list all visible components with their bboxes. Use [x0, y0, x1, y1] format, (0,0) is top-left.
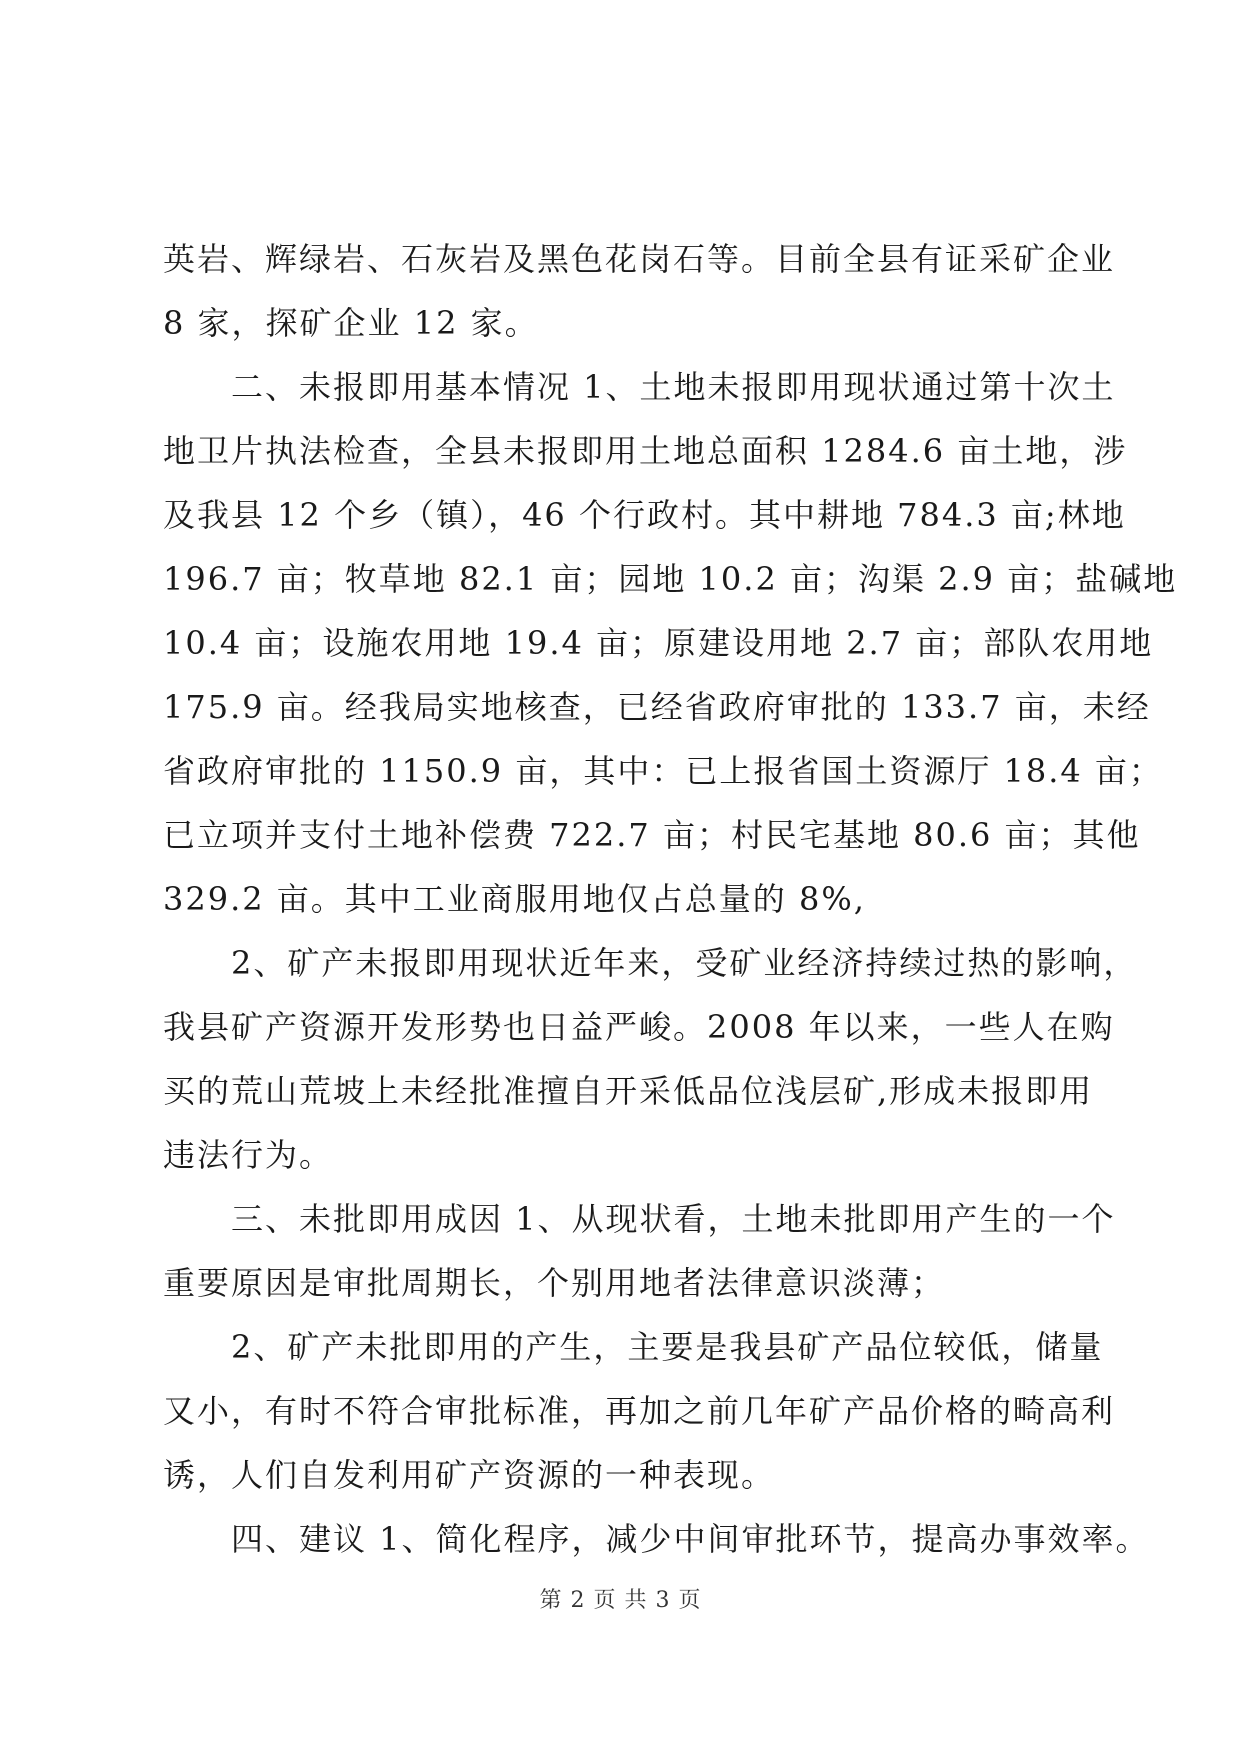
- text-line: 省政府审批的 1150.9 亩，其中：已上报省国土资源厅 18.4 亩；: [163, 752, 1163, 790]
- text-line: 违法行为。: [163, 1136, 334, 1174]
- text-line: 8 家，探矿企业 12 家。: [163, 304, 539, 342]
- paragraph-recommendations: [163, 1507, 1150, 1571]
- page-footer: 第 2 页 共 3 页: [539, 1588, 702, 1613]
- text-line: 175.9 亩。经我局实地核查，已经省政府审批的 133.7 亩，未经: [163, 688, 1151, 726]
- text-line: 2、矿产未报即用现状近年来，受矿业经济持续过热的影响，: [231, 944, 1138, 982]
- paragraph-causes: [163, 1187, 1116, 1315]
- text-line: 诱，人们自发利用矿产资源的一种表现。: [163, 1456, 776, 1494]
- text-line: 地卫片执法检查，全县未报即用土地总面积 1284.6 亩土地，涉: [163, 432, 1128, 470]
- text-line: 196.7 亩；牧草地 82.1 亩；园地 10.2 亩；沟渠 2.9 亩；盐碱地: [163, 560, 1178, 598]
- text-line: 又小，有时不符合审批标准，再加之前几年矿产品价格的畸高利: [163, 1392, 1116, 1430]
- paragraph-mining-enterprises: [163, 227, 1116, 355]
- text-line: 英岩、辉绿岩、石灰岩及黑色花岗石等。目前全县有证采矿企业: [163, 240, 1116, 278]
- text-line: 已立项并支付土地补偿费 722.7 亩；村民宅基地 80.6 亩；其他: [163, 816, 1141, 854]
- text-line: 329.2 亩。其中工业商服用地仅占总量的 8%,: [163, 880, 866, 918]
- paragraph-mining-causes: [163, 1315, 1116, 1507]
- text-line: 重要原因是审批周期长，个别用地者法律意识淡薄；: [163, 1264, 946, 1302]
- text-line: 10.4 亩；设施农用地 19.4 亩；原建设用地 2.7 亩；部队农用地: [163, 624, 1154, 662]
- text-line: 三、未批即用成因 1、从现状看，土地未批即用产生的一个: [231, 1200, 1116, 1238]
- paragraph-unreported-land-use: [163, 355, 1178, 931]
- document-body: [163, 227, 1178, 1571]
- text-line: 四、建议 1、简化程序，减少中间审批环节，提高办事效率。: [231, 1520, 1150, 1558]
- text-line: 我县矿产资源开发形势也日益严峻。2008 年以来，一些人在购: [163, 1008, 1115, 1046]
- text-line: 二、未报即用基本情况 1、土地未报即用现状通过第十次土: [231, 368, 1116, 406]
- text-line: 及我县 12 个乡（镇），46 个行政村。其中耕地 784.3 亩;林地: [163, 496, 1126, 534]
- text-line: 买的荒山荒坡上未经批准擅自开采低品位浅层矿,形成未报即用: [163, 1072, 1094, 1110]
- paragraph-unreported-mining: [163, 931, 1138, 1187]
- text-line: 2、矿产未批即用的产生，主要是我县矿产品位较低，储量: [231, 1328, 1104, 1366]
